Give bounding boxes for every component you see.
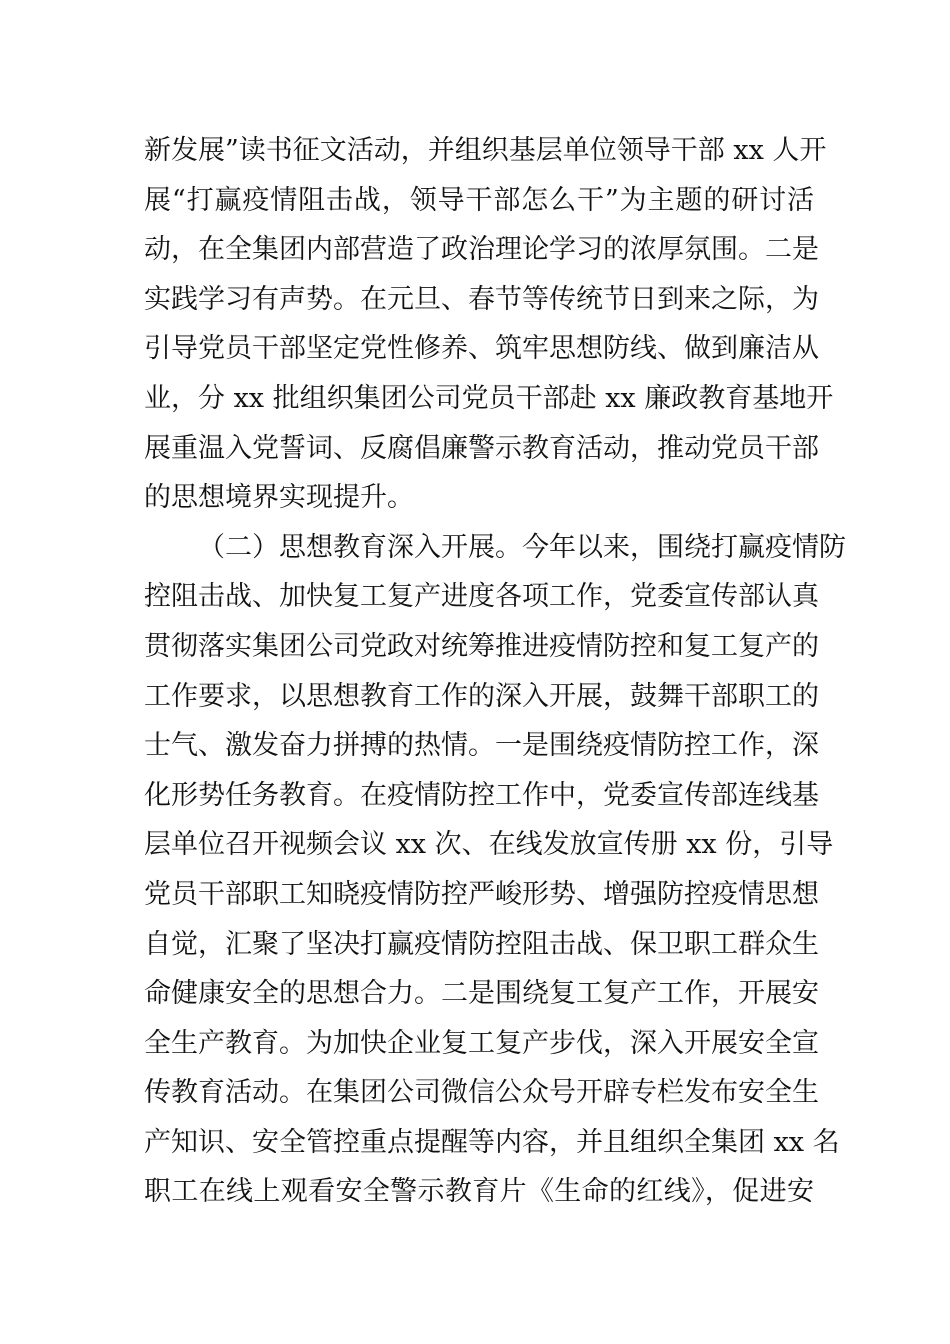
- text-line: 职工在线上观看安全警示教育片《生命的红线》，促进安: [144, 1176, 814, 1208]
- text-line: 展“打赢疫情阻击战，领导干部怎么干”为主题的研讨活: [144, 184, 814, 216]
- text-line: 士气、激发奋力拼搏的热情。一是围绕疫情防控工作，深: [144, 730, 819, 762]
- text-line: 控阻击战、加快复工复产进度各项工作，党委宣传部认真: [144, 581, 819, 613]
- text-line: 命健康安全的思想合力。二是围绕复工复产工作，开展安: [144, 978, 819, 1010]
- text-line: 引导党员干部坚定党性修养、筑牢思想防线、做到廉洁从: [144, 333, 819, 365]
- text-line: 工作要求，以思想教育工作的深入开展，鼓舞干部职工的: [144, 680, 819, 712]
- text-line: 贯彻落实集团公司党政对统筹推进疫情防控和复工复产的: [144, 630, 819, 662]
- text-line: 业，分 xx 批组织集团公司党员干部赴 xx 廉政教育基地开: [144, 382, 834, 414]
- text-line: 传教育活动。在集团公司微信公众号开辟专栏发布安全生: [144, 1077, 819, 1109]
- section-heading-line: （二）思想教育深入开展。今年以来，围绕打赢疫情防: [198, 531, 846, 563]
- text-line: 全生产教育。为加快企业复工复产步伐，深入开展安全宣: [144, 1027, 819, 1059]
- text-line: 化形势任务教育。在疫情防控工作中，党委宣传部连线基: [144, 779, 819, 811]
- text-line: 党员干部职工知晓疫情防控严峻形势、增强防控疫情思想: [144, 878, 819, 910]
- text-line: 的思想境界实现提升。: [144, 482, 414, 514]
- text-line: 展重温入党誓词、反腐倡廉警示教育活动，推动党员干部: [144, 432, 819, 464]
- text-line: 层单位召开视频会议 xx 次、在线发放宣传册 xx 份，引导: [144, 829, 834, 861]
- body-text: [144, 126, 846, 1217]
- text-line: 自觉，汇聚了坚决打赢疫情防控阻击战、保卫职工群众生: [144, 928, 819, 960]
- text-line: 动，在全集团内部营造了政治理论学习的浓厚氛围。二是: [144, 234, 819, 266]
- text-line: 新发展”读书征文活动，并组织基层单位领导干部 xx 人开: [144, 135, 827, 166]
- text-line: 产知识、安全管控重点提醒等内容，并且组织全集团 xx 名: [144, 1126, 840, 1158]
- text-line: 实践学习有声势。在元旦、春节等传统节日到来之际，为: [144, 283, 819, 315]
